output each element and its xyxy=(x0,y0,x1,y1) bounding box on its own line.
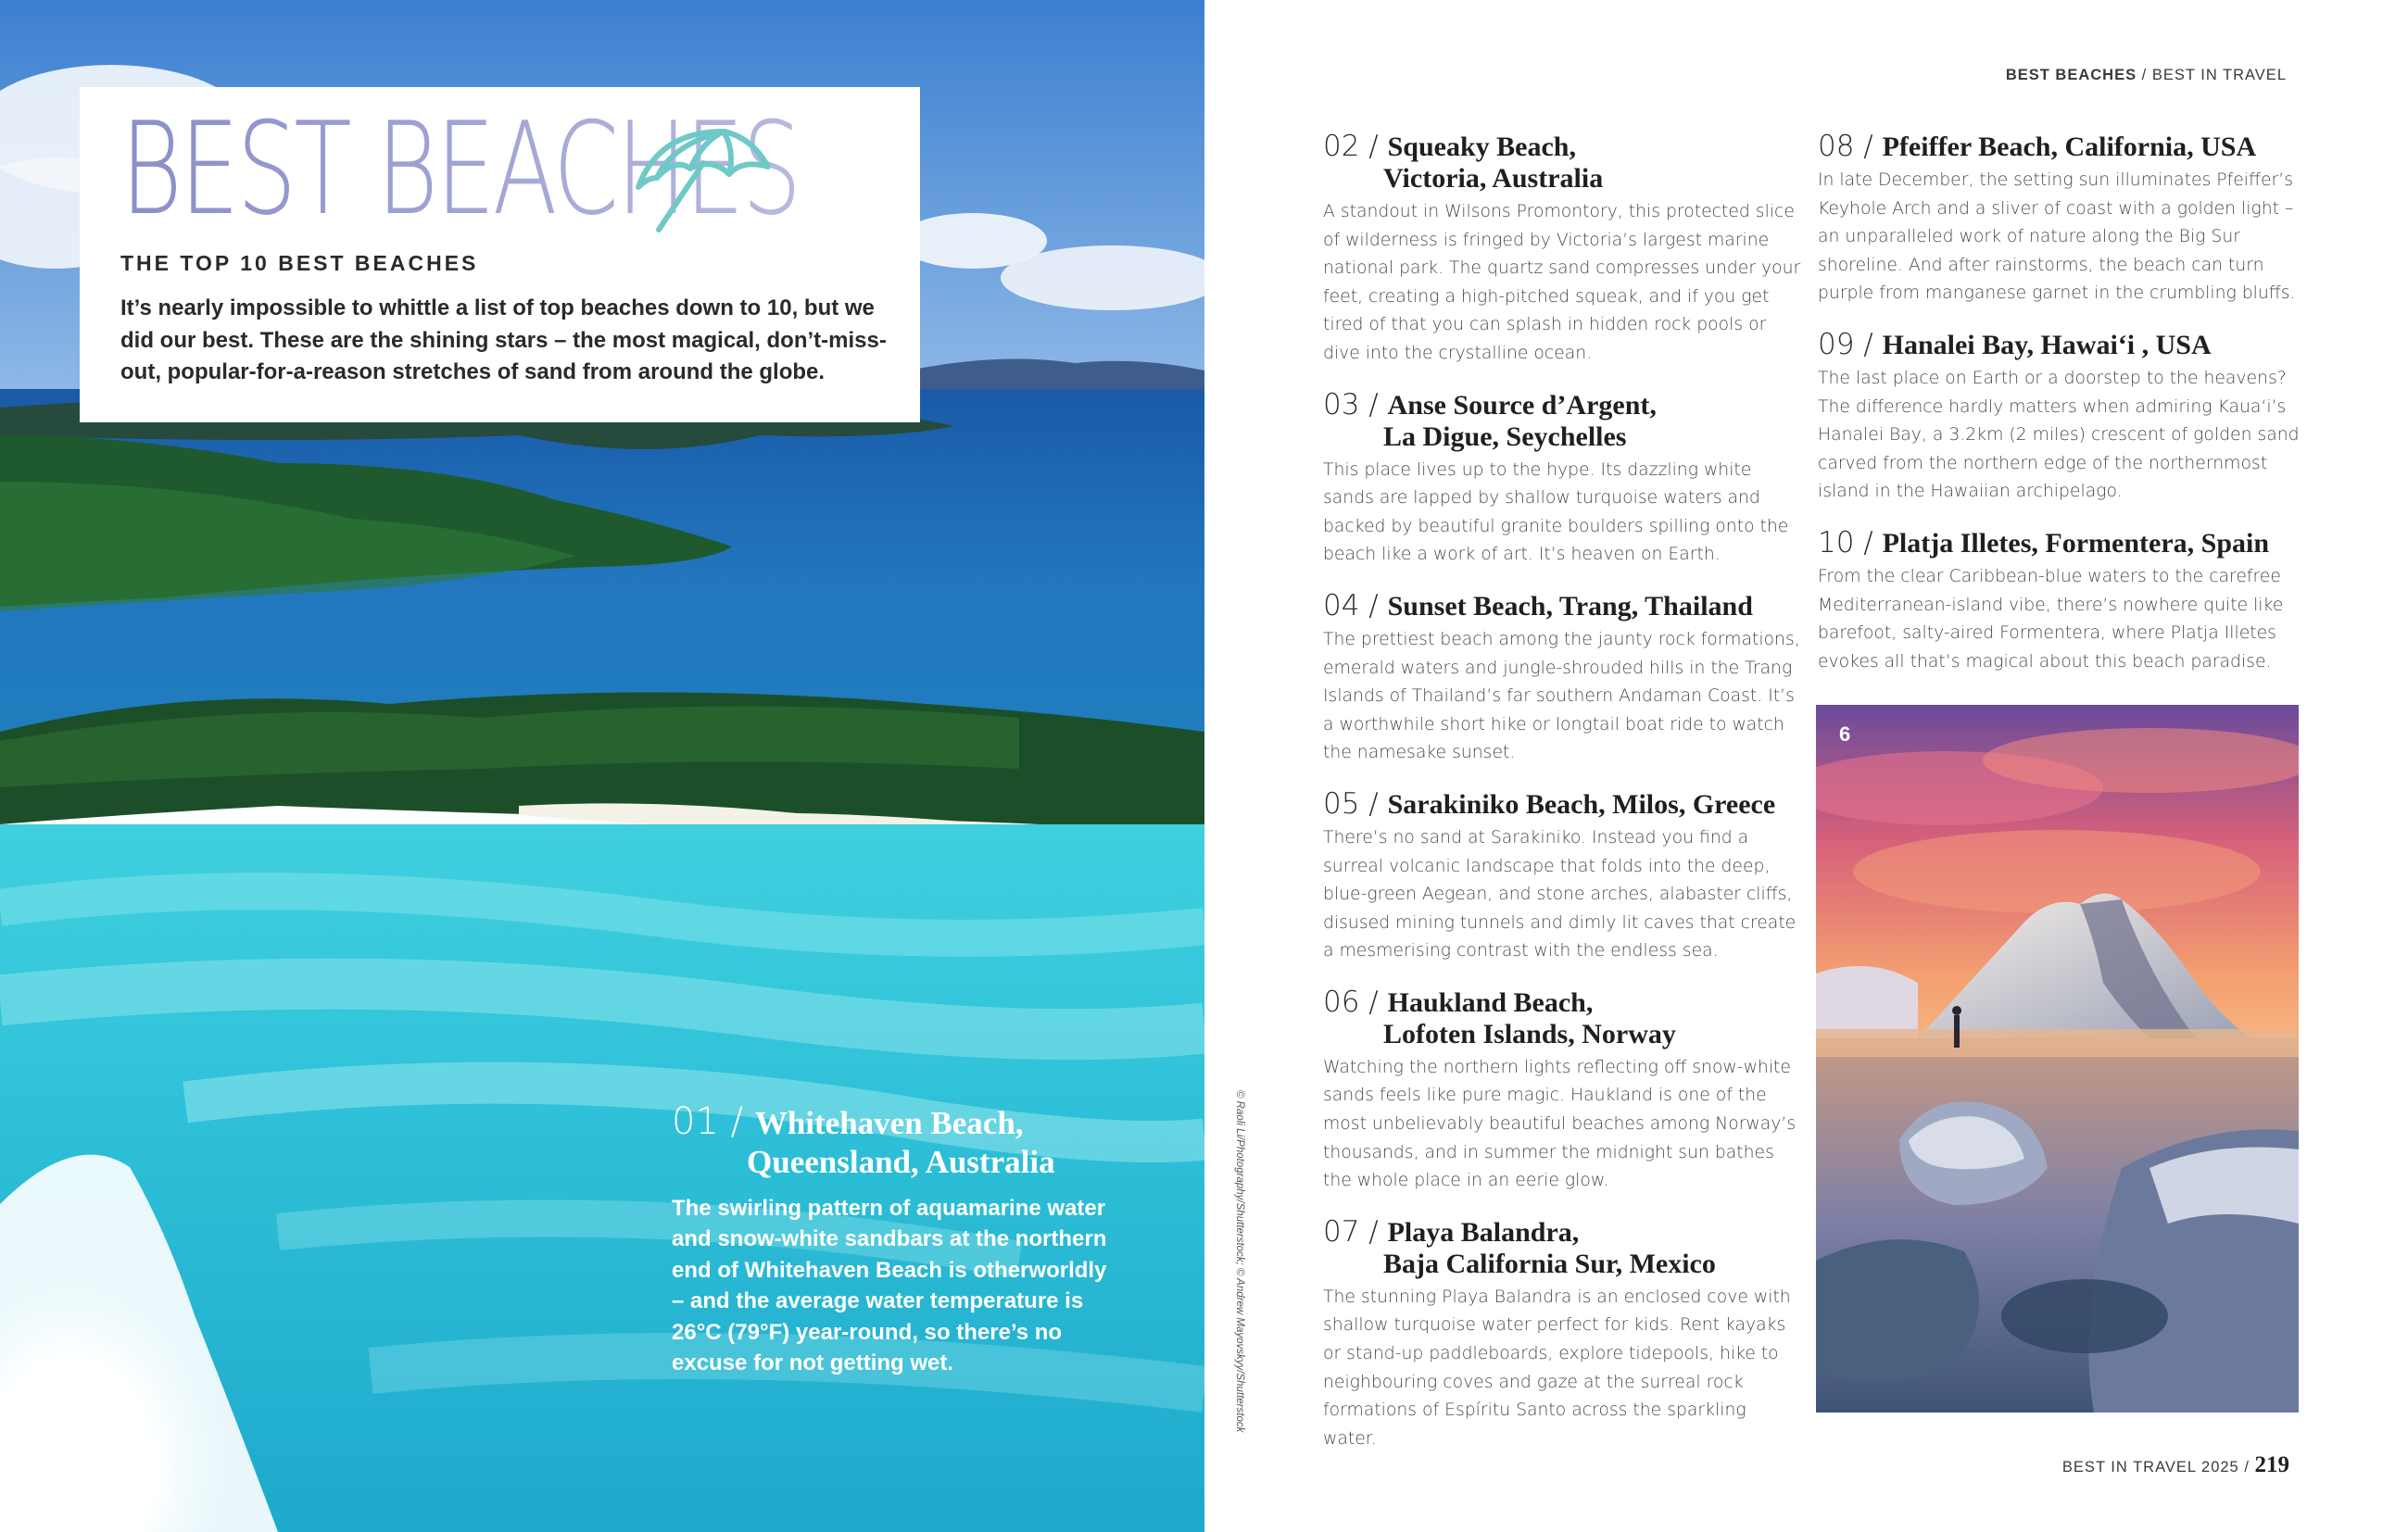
beach-name-line1: Platja Illetes, Formentera, Spain xyxy=(1882,527,2270,559)
beach-name-line1: Anse Source d’Argent, xyxy=(1387,389,1657,421)
beach-entry-heading xyxy=(1323,788,1801,821)
running-head-separator: / xyxy=(2137,67,2152,83)
beach-name-line2: La Digue, Seychelles xyxy=(1383,421,1627,452)
footer-separator: / xyxy=(2238,1459,2255,1475)
page-footer xyxy=(2062,1452,2289,1478)
haukland-photo-illustration xyxy=(1816,705,2299,1413)
beach-number: 03 xyxy=(1323,387,1360,421)
beach-number: 06 xyxy=(1323,985,1360,1019)
beach-description: A standout in Wilsons Promontory, this protected slice of wilderness is fringed by Victoria’s largest marine national park. The quartz sand compresses under your feet, creating a high-pitched squeak, and if you get tired of that you can splash in hidden rock pools or dive into the crystalline ocean. xyxy=(1323,202,1801,363)
column-right xyxy=(1818,131,2300,697)
beach-entry-heading xyxy=(1818,527,2300,559)
photo-credit: © Raoli Li/Photography/Shutterstock; © Andrew Mayovskyy/Shutterstock xyxy=(1234,1090,1245,1433)
number-separator: / xyxy=(1359,588,1388,622)
beach-name-line1: Haukland Beach, xyxy=(1387,986,1594,1018)
number-separator: / xyxy=(1359,1214,1388,1249)
beach-entry-01 xyxy=(672,1102,1116,1378)
beach-name-line1: Playa Balandra, xyxy=(1387,1216,1580,1248)
page-title: BEST BEACHES xyxy=(120,94,800,244)
number-separator: / xyxy=(1359,985,1388,1019)
beach-number: 02 xyxy=(1323,130,1360,163)
column-left xyxy=(1323,131,1801,1474)
beach-entry-heading xyxy=(1818,131,2300,163)
beach-entry-heading xyxy=(1323,986,1801,1050)
number-separator: / xyxy=(1854,525,1883,559)
beach-name-line1: Pfeiffer Beach, California, USA xyxy=(1882,132,2257,162)
beach-entry-05 xyxy=(1323,788,1801,966)
haukland-beach-photo xyxy=(1816,705,2299,1413)
beach-description: The last place on Earth or a doorstep to the heavens? The difference hardly matters when admiring Kaua‘i’s Hanalei Bay, a 3.2km (2 miles) crescent of golden sand carved from the northern edge of the northernmost island in the Hawaiian archipelago. xyxy=(1818,368,2300,502)
intro-paragraph: It’s nearly impossible to whittle a list of top beaches down to 10, but we did our best. These are the shining stars – the most magical, don’t-miss-out, popular-for-a-reason stretches of sand from around the globe. xyxy=(120,295,887,384)
beach-number: 05 xyxy=(1323,786,1360,821)
beach-entry-09 xyxy=(1818,329,2300,507)
beach-number: 01 xyxy=(672,1100,719,1143)
page-number: 219 xyxy=(2254,1452,2289,1477)
beach-entry-heading xyxy=(672,1102,1116,1182)
beach-name-line1: Squeaky Beach, xyxy=(1387,132,1576,162)
beach-name-line1: Sarakiniko Beach, Milos, Greece xyxy=(1387,788,1776,820)
beach-description: The swirling pattern of aquamarine water and snow-white sandbars at the northern end of Whitehaven Beach is otherworldly – and the average water temperature is 26°C (79°F) year-round, so there’s no excuse for not getting wet. xyxy=(672,1196,1107,1376)
beach-description: From the clear Caribbean-blue waters to the carefree Mediterranean-island vibe, there’s nowhere quite like barefoot, salty-aired Formentera, where Platja Illetes evokes all that’s magical about this beach paradise. xyxy=(1818,566,2284,672)
number-separator: / xyxy=(1854,327,1883,361)
beach-entry-heading xyxy=(1818,329,2300,361)
beach-entry-07 xyxy=(1323,1216,1801,1454)
number-separator: / xyxy=(1359,786,1388,821)
beach-number: 07 xyxy=(1323,1214,1360,1249)
beach-description: In late December, the setting sun illuminates Pfeiffer’s Keyhole Arch and a sliver of coast with a golden light – an unparalleled work of nature along the Big Sur shoreline. And after rainstorms, the beach can turn purple from manganese garnet in the crumbling bluffs. xyxy=(1818,170,2296,304)
subtitle: THE TOP 10 BEST BEACHES xyxy=(120,251,479,275)
beach-name-line1: Hanalei Bay, Hawai‘i , USA xyxy=(1882,329,2212,360)
beach-entry-03 xyxy=(1323,389,1801,570)
beach-name-line1: Sunset Beach, Trang, Thailand xyxy=(1387,590,1753,622)
beach-entry-04 xyxy=(1323,590,1801,768)
beach-description: There’s no sand at Sarakiniko. Instead you find a surreal volcanic landscape that folds into the deep, blue-green Aegean, and stone arches, alabaster cliffs, disused mining tunnels and dimly lit caves that create a mesmerising contrast with the endless sea. xyxy=(1323,827,1797,961)
beach-number: 09 xyxy=(1818,327,1855,361)
title-box xyxy=(80,87,920,422)
running-head-section: BEST BEACHES xyxy=(2005,67,2137,83)
beach-entry-06 xyxy=(1323,986,1801,1196)
beach-name-line2: Baja California Sur, Mexico xyxy=(1383,1248,1716,1279)
photo-number-label: 6 xyxy=(1839,722,1851,746)
running-head xyxy=(2006,67,2287,84)
number-separator: / xyxy=(1854,130,1883,163)
beach-name-line2: Queensland, Australia xyxy=(747,1144,1055,1180)
beach-description: The stunning Playa Balandra is an enclosed cove with shallow turquoise water perfect for kids. Rent kayaks or stand-up paddleboards, explore tidepools, hike to neighbouring coves and gaze at the surreal rock formations of Espíritu Santo across the sparkling water. xyxy=(1323,1287,1791,1449)
beach-entry-heading xyxy=(1323,1216,1801,1280)
beach-entry-heading xyxy=(1323,389,1801,453)
beach-description: Watching the northern lights reflecting off snow-white sands feels like pure magic. Haukland is one of the most unbelievably beautiful beaches among Norway’s thousands, and in summer the midnight sun bathes the whole place in an eerie glow. xyxy=(1323,1057,1797,1191)
beach-number: 04 xyxy=(1323,588,1360,622)
beach-description: The prettiest beach among the jaunty rock formations, emerald waters and jungle-shrouded hills in the Trang Islands of Thailand’s far southern Andaman Coast. It’s a worthwhile short hike or longtail boat ride to watch the namesake sunset. xyxy=(1323,629,1800,763)
beach-name-line2: Victoria, Australia xyxy=(1383,163,1604,194)
beach-entry-10 xyxy=(1818,527,2300,676)
beach-entry-heading xyxy=(1323,131,1801,195)
number-separator: / xyxy=(1359,130,1388,163)
running-head-publication: BEST IN TRAVEL xyxy=(2151,67,2287,83)
number-separator: / xyxy=(718,1100,755,1143)
beach-name-line1: Whitehaven Beach, xyxy=(754,1105,1024,1141)
number-separator: / xyxy=(1359,387,1388,421)
beach-description: This place lives up to the hype. Its dazzling white sands are lapped by shallow turquoise waters and backed by beautiful granite boulders spilling onto the beach like a work of art. It’s heaven on Earth. xyxy=(1323,459,1789,565)
beach-entry-08 xyxy=(1818,131,2300,308)
beach-name-line2: Lofoten Islands, Norway xyxy=(1383,1018,1676,1049)
beach-umbrella-icon xyxy=(594,120,779,236)
beach-number: 08 xyxy=(1818,130,1855,163)
beach-entry-heading xyxy=(1323,590,1801,622)
beach-number: 10 xyxy=(1818,525,1855,559)
beach-entry-02 xyxy=(1323,131,1801,369)
footer-publication: BEST IN TRAVEL 2025 xyxy=(2061,1459,2239,1475)
